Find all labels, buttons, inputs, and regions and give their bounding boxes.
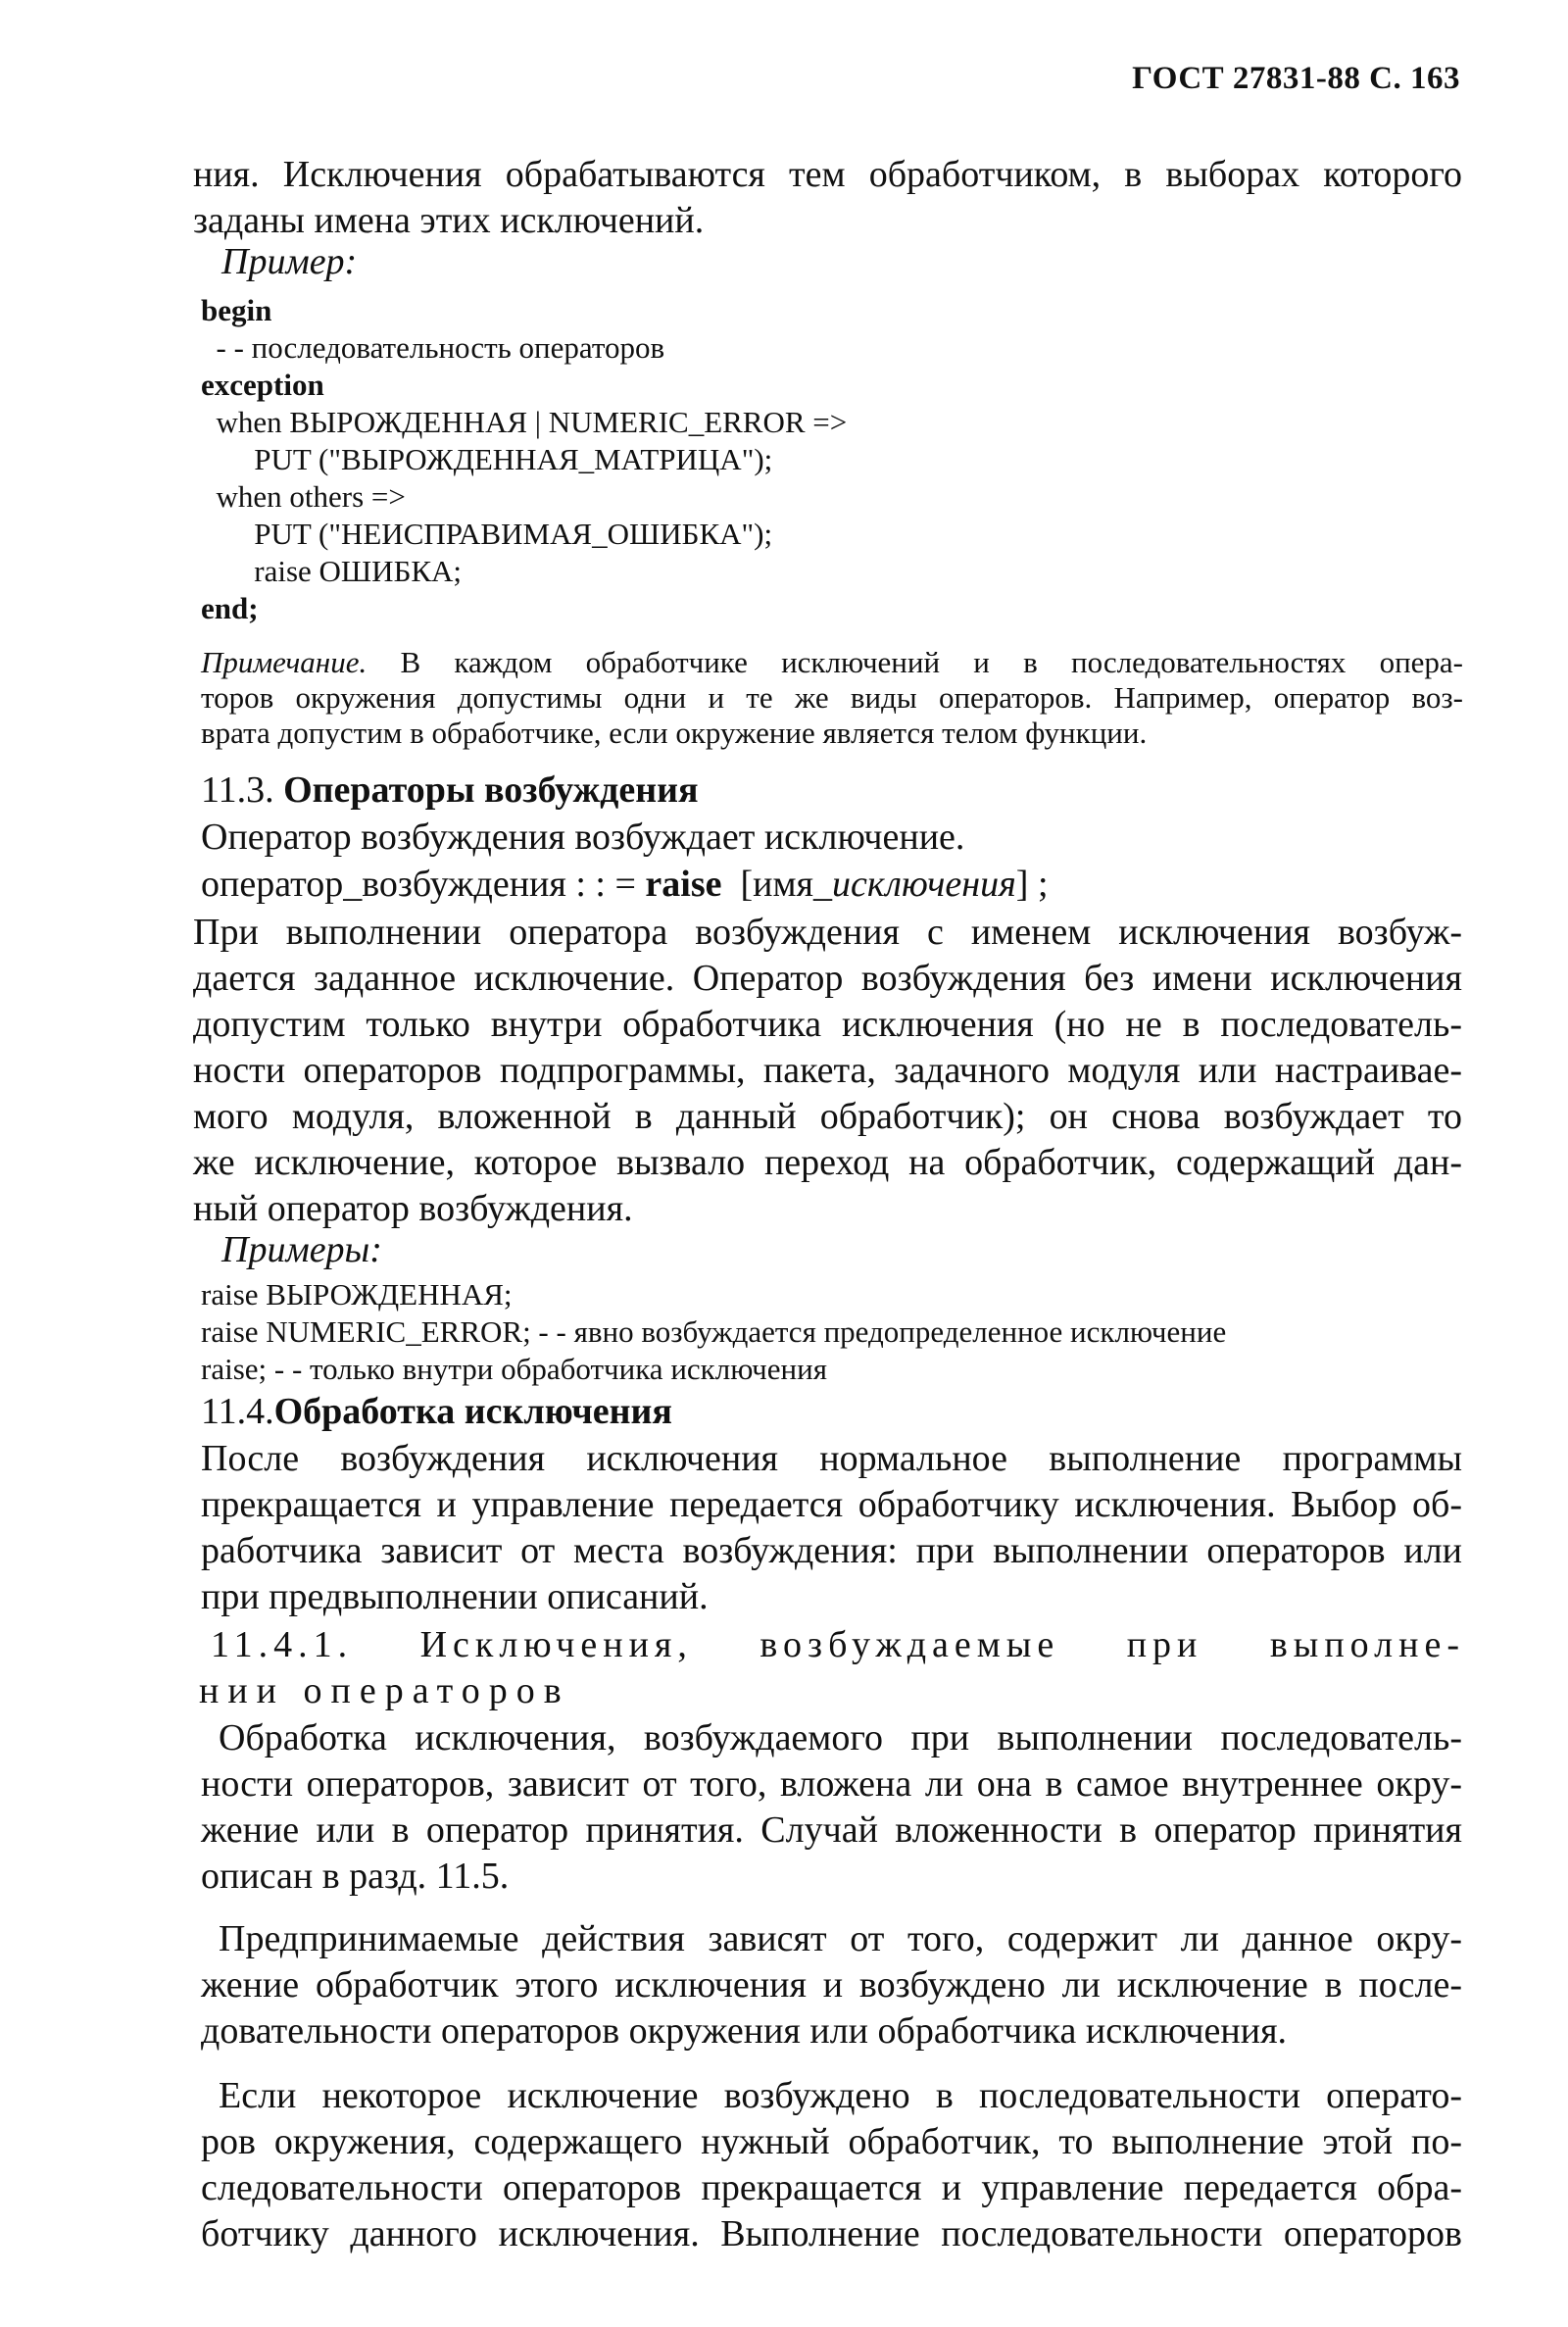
code-line: begin — [201, 293, 272, 327]
note-text: В каждом обработчике исключений и в последовательностях опера- — [400, 645, 1464, 679]
syntax-prefix: оператор_возбуждения : : = — [201, 864, 646, 905]
examples-label: Примеры: — [221, 1229, 382, 1270]
code-line: PUT ("ВЫРОЖДЕННАЯ_МАТРИЦА"); — [201, 442, 773, 476]
code-line: raise NUMERIC_ERROR; - - явно возбуждается предопределенное исключение — [201, 1314, 1227, 1349]
code-line: raise ВЫРОЖДЕННАЯ; — [201, 1277, 513, 1312]
text-line: работчика зависит от места возбуждения: при выполнении операторов или — [201, 1530, 1462, 1571]
paragraph-2 — [201, 1916, 1462, 2055]
syntax-rule — [201, 863, 1049, 906]
text-line: Предпринимаемые действия зависят от того, содержит ли данное окру- — [219, 1918, 1462, 1959]
note-line: торов окружения допустимы одни и те же виды операторов. Например, оператор воз- — [201, 680, 1463, 715]
heading-line: 11.4.1. Исключения, возбуждаемые при выполне- — [211, 1624, 1465, 1665]
code-line: when others => — [201, 479, 406, 514]
text-line: допустим только внутри обработчика исключения (но не в последователь- — [193, 1004, 1462, 1045]
text-line: жение обработчик этого исключения и возбуждено ли исключение в после- — [201, 1964, 1462, 2005]
syntax-italic: исключения — [832, 864, 1016, 905]
text-line: довательности операторов окружения или обработчика исключения. — [201, 2010, 1288, 2052]
text-line: ный оператор возбуждения. — [193, 1188, 633, 1229]
text-line: дается заданное исключение. Оператор возбуждения без имени исключения — [193, 958, 1462, 999]
code-line: exception — [201, 368, 324, 402]
text-line: После возбуждения исключения нормальное выполнение программы — [201, 1438, 1462, 1479]
syntax-keyword: raise — [645, 864, 722, 905]
note-label: Примечание. — [201, 645, 368, 679]
text-line: следовательности операторов прекращается и управление передается обра- — [201, 2167, 1462, 2208]
note-line: врата допустим в обработчике, если окружение является телом функции. — [201, 716, 1148, 750]
syntax-bracket-close: ] ; — [1015, 864, 1049, 905]
text-line: ности операторов, зависит от того, вложена ли она в самое внутреннее окру- — [201, 1763, 1462, 1805]
section-intro: Оператор возбуждения возбуждает исключение. — [201, 817, 965, 858]
example-label: Пример: — [221, 241, 358, 282]
code-line: raise ОШИБКА; — [201, 554, 463, 588]
running-header: ГОСТ 27831-88 С. 163 — [1132, 61, 1460, 96]
handling-paragraph — [201, 1436, 1462, 1620]
text-line: ности операторов подпрограммы, пакета, задачного модуля или настраивае- — [193, 1050, 1462, 1091]
section-heading-11-4 — [201, 1390, 672, 1433]
text-line: мого модуля, вложенной в данный обработчик); он снова возбуждает то — [193, 1096, 1462, 1137]
code-line: raise; - - только внутри обработчика исключения — [201, 1352, 827, 1386]
note-block — [201, 645, 1463, 751]
paragraph-3 — [201, 2073, 1462, 2257]
section-heading-11-3 — [201, 768, 699, 812]
text-line: при предвыполнении описаний. — [201, 1576, 709, 1617]
section-number: 11.3. — [201, 769, 274, 811]
paragraph-1 — [201, 1715, 1462, 1900]
code-line: PUT ("НЕИСПРАВИМАЯ_ОШИБКА"); — [201, 517, 773, 551]
code-line: when ВЫРОЖДЕННАЯ | NUMERIC_ERROR => — [201, 405, 848, 439]
examples-block — [201, 1276, 1226, 1388]
text-line: заданы имена этих исключений. — [193, 200, 705, 241]
section-heading-11-4-1 — [199, 1622, 1465, 1714]
code-line: - - последовательность операторов — [201, 330, 665, 365]
text-line: ботчику данного исключения. Выполнение последовательности операторов — [201, 2213, 1462, 2254]
syntax-bracket-open: [имя_ — [721, 864, 833, 905]
text-line: жение или в оператор принятия. Случай вложенности в оператор принятия — [201, 1809, 1462, 1851]
code-block — [201, 292, 847, 627]
text-line: описан в разд. 11.5. — [201, 1856, 510, 1897]
raise-paragraph — [193, 910, 1462, 1232]
intro-paragraph — [193, 152, 1462, 244]
note-line — [201, 645, 1463, 680]
text-line: Обработка исключения, возбуждаемого при выполнении последователь- — [219, 1717, 1462, 1758]
section-title: Операторы возбуждения — [283, 769, 699, 811]
text-line: При выполнении оператора возбуждения с именем исключения возбуж- — [193, 912, 1462, 953]
text-line: Если некоторое исключение возбуждено в последовательности операто- — [219, 2075, 1462, 2116]
section-title: Обработка исключения — [273, 1391, 672, 1432]
text-line: прекращается и управление передается обработчику исключения. Выбор об- — [201, 1484, 1462, 1525]
section-number: 11.4. — [201, 1391, 274, 1432]
text-line: же исключение, которое вызвало переход на обработчик, содержащий дан- — [193, 1142, 1462, 1183]
text-line: ров окружения, содержащего нужный обработчик, то выполнение этой по- — [201, 2121, 1462, 2162]
code-line: end; — [201, 591, 259, 625]
text-line: ния. Исключения обрабатываются тем обработчиком, в выборах которого — [193, 154, 1462, 195]
heading-line: нии операторов — [199, 1670, 570, 1711]
